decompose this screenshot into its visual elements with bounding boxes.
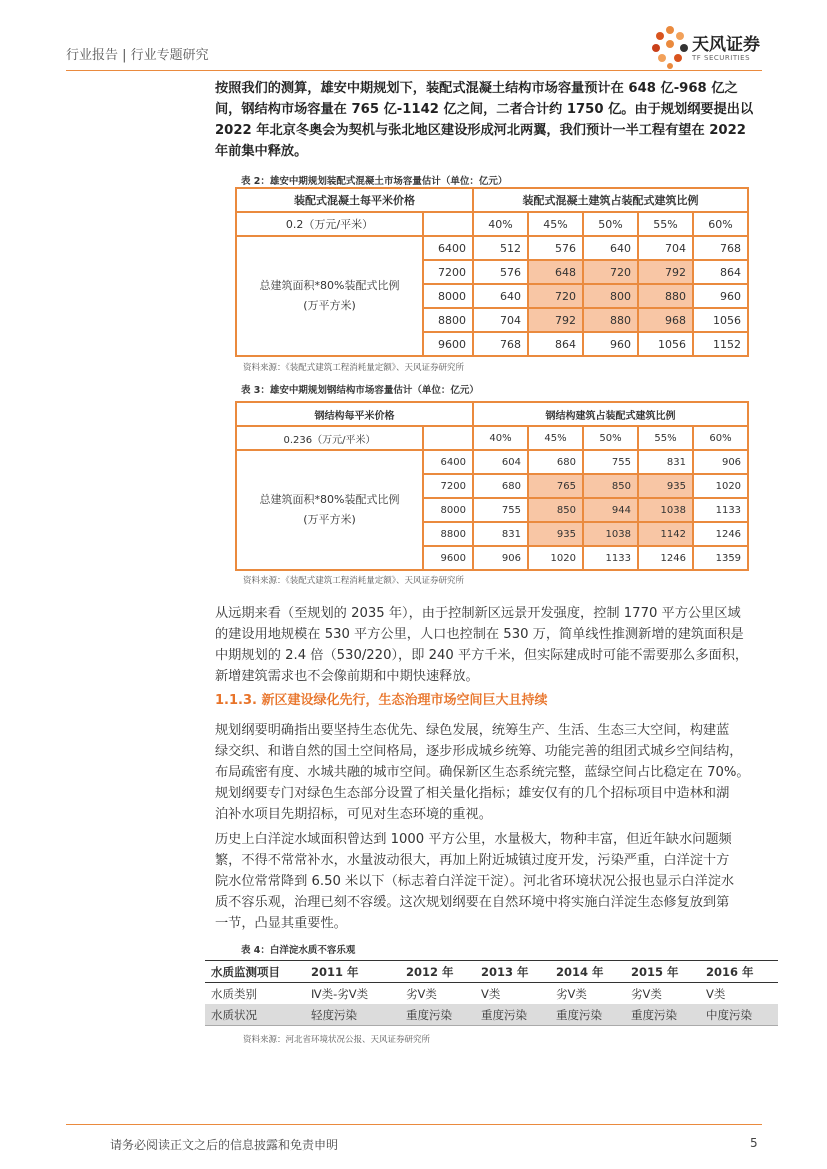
- page-number: 5: [750, 1136, 758, 1150]
- area-cell: 8800: [423, 308, 473, 332]
- value-cell: 906: [473, 546, 528, 570]
- value-cell: 768: [693, 236, 748, 260]
- ratio-cell: 40%: [473, 426, 528, 450]
- text-line: 中期规划的 2.4 倍（530/220），即 240 平方千米，但实际建成时可能不需要那么多面积，: [215, 648, 749, 663]
- table-header-cell: 2016 年: [700, 961, 778, 983]
- table-cell: Ⅳ类-劣Ⅴ类: [311, 986, 369, 1001]
- table3-price: 0.236（万元/平米）: [236, 426, 423, 450]
- value-cell: 850: [528, 498, 583, 522]
- logo-mark-icon: [650, 24, 690, 70]
- intro-paragraph: [215, 78, 763, 162]
- value-cell: 704: [473, 308, 528, 332]
- ratio-cell: 45%: [528, 212, 583, 236]
- table-cell: 重度污染: [550, 1004, 625, 1026]
- table-cell: 劣Ⅴ类: [631, 986, 662, 1001]
- text-line: 2022 年北京冬奥会为契机与张北地区建设形成河北两翼，我们预计一半工程有望在 2022: [215, 123, 746, 138]
- table-cell: 劣Ⅴ类: [556, 986, 587, 1001]
- value-cell: 640: [583, 236, 638, 260]
- value-cell: 960: [693, 284, 748, 308]
- value-cell: 720: [583, 260, 638, 284]
- value-cell: 755: [473, 498, 528, 522]
- value-cell: 1038: [638, 498, 693, 522]
- table3-source: 资料来源：《装配式建筑工程消耗量定额》、天风证券研究所: [243, 576, 465, 586]
- value-cell: 1020: [528, 546, 583, 570]
- area-cell: 6400: [423, 236, 473, 260]
- value-cell: 935: [638, 474, 693, 498]
- table2-caption: 表 2：雄安中期规划装配式混凝土市场容量估计（单位：亿元）: [241, 176, 508, 187]
- area-cell: 6400: [423, 450, 473, 474]
- value-cell: 765: [528, 474, 583, 498]
- table4-caption: 表 4：白洋淀水质不容乐观: [241, 945, 356, 956]
- value-cell: 792: [528, 308, 583, 332]
- table-cell: [423, 426, 473, 450]
- table3-head-right: 钢结构建筑占装配式建筑比例: [473, 402, 748, 426]
- value-cell: 1133: [583, 546, 638, 570]
- value-cell: 704: [638, 236, 693, 260]
- text-line: 间，钢结构市场容量在 765 亿-1142 亿之间，二者合计约 1750 亿。由于规划纲要提出以: [215, 102, 754, 117]
- value-cell: 906: [693, 450, 748, 474]
- value-cell: 720: [528, 284, 583, 308]
- header-divider: [66, 70, 762, 71]
- ratio-cell: 50%: [583, 426, 638, 450]
- text-line: 布局疏密有度、水城共融的城市空间。确保新区生态系统完整，蓝绿空间占比稳定在 70%。: [215, 765, 750, 780]
- ratio-cell: 55%: [638, 426, 693, 450]
- value-cell: 1056: [693, 308, 748, 332]
- area-cell: 7200: [423, 260, 473, 284]
- table3: [235, 401, 749, 571]
- value-cell: 640: [473, 284, 528, 308]
- value-cell: 512: [473, 236, 528, 260]
- value-cell: 935: [528, 522, 583, 546]
- text-line: 新增建筑需求也不会像前期和中期快速释放。: [215, 669, 479, 684]
- table3-head-left: 钢结构每平米价格: [236, 402, 473, 426]
- logo-text: 天风证券: [692, 35, 760, 55]
- table-header-cell: 2013 年: [475, 961, 550, 983]
- ratio-cell: 50%: [583, 212, 638, 236]
- value-cell: 800: [583, 284, 638, 308]
- table-header-cell: 2014 年: [550, 961, 625, 983]
- value-cell: 1246: [693, 522, 748, 546]
- value-cell: 576: [528, 236, 583, 260]
- value-cell: 850: [583, 474, 638, 498]
- table-header-cell: 2011 年: [305, 961, 400, 983]
- value-cell: 864: [693, 260, 748, 284]
- value-cell: 1359: [693, 546, 748, 570]
- table-cell: 轻度污染: [305, 1004, 400, 1026]
- value-cell: 960: [583, 332, 638, 356]
- value-cell: 1038: [583, 522, 638, 546]
- value-cell: 680: [528, 450, 583, 474]
- table-header-cell: 2012 年: [400, 961, 475, 983]
- value-cell: 944: [583, 498, 638, 522]
- text-line: 质不容乐观，治理已刻不容缓。这次规划纲要在自然环境中将实施白洋淀生态修复放到第: [215, 895, 730, 910]
- table-cell: 中度污染: [700, 1004, 778, 1026]
- table-cell: 重度污染: [400, 1004, 475, 1026]
- text-line: 年前集中释放。: [215, 144, 308, 159]
- table2-source: 资料来源：《装配式建筑工程消耗量定额》、天风证券研究所: [243, 363, 465, 373]
- value-cell: 1152: [693, 332, 748, 356]
- table-cell: [423, 212, 473, 236]
- area-cell: 8000: [423, 498, 473, 522]
- table4-source: 资料来源：河北省环境状况公报、天风证券研究所: [243, 1035, 431, 1045]
- value-cell: 831: [638, 450, 693, 474]
- table3-row-label: 总建筑面积*80%装配式比例(万平方米): [236, 450, 423, 570]
- value-cell: 755: [583, 450, 638, 474]
- ratio-cell: 60%: [693, 426, 748, 450]
- ratio-cell: 45%: [528, 426, 583, 450]
- value-cell: 864: [528, 332, 583, 356]
- table-cell: 水质类别: [211, 986, 257, 1001]
- eco-paragraph: [215, 720, 763, 825]
- value-cell: 648: [528, 260, 583, 284]
- value-cell: 968: [638, 308, 693, 332]
- area-cell: 8000: [423, 284, 473, 308]
- text-line: 规划纲要明确指出要坚持生态优先、绿色发展，统筹生产、生活、生态三大空间，构建蓝: [215, 723, 730, 738]
- value-cell: 792: [638, 260, 693, 284]
- table-header-cell: 2015 年: [625, 961, 700, 983]
- text-line: 的建设用地规模在 530 平方公里，人口也控制在 530 万，简单线性推测新增的建筑面积是: [215, 627, 744, 642]
- report-category: 行业报告 | 行业专题研究: [66, 48, 209, 63]
- text-line: 繁，不得不常常补水，水量波动很大，再加上附近城镇过度开发，污染严重，白洋淀十方: [215, 853, 730, 868]
- area-cell: 8800: [423, 522, 473, 546]
- table2-price: 0.2（万元/平米）: [236, 212, 423, 236]
- area-cell: 7200: [423, 474, 473, 498]
- table2-row-label: 总建筑面积*80%装配式比例(万平方米): [236, 236, 423, 356]
- value-cell: 576: [473, 260, 528, 284]
- text-line: 院水位常常降到 6.50 米以下（标志着白洋淀干淀）。河北省环境状况公报也显示白洋淀水: [215, 874, 735, 889]
- area-cell: 9600: [423, 546, 473, 570]
- text-line: 绿交织、和谐自然的国土空间格局，逐步形成城乡统筹、功能完善的组团式城乡空间结构，: [215, 744, 743, 759]
- history-paragraph: [215, 829, 763, 934]
- value-cell: 1056: [638, 332, 693, 356]
- value-cell: 1133: [693, 498, 748, 522]
- value-cell: 880: [638, 284, 693, 308]
- text-line: 泊补水项目先期招标，可见对生态环境的重视。: [215, 807, 492, 822]
- disclaimer-link[interactable]: 请务必阅读正文之后的信息披露和免责申明: [110, 1138, 339, 1152]
- ratio-cell: 55%: [638, 212, 693, 236]
- value-cell: 1142: [638, 522, 693, 546]
- value-cell: 680: [473, 474, 528, 498]
- ratio-cell: 60%: [693, 212, 748, 236]
- text-line: 历史上白洋淀水域面积曾达到 1000 平方公里，水量极大，物种丰富，但近年缺水问题频: [215, 832, 732, 847]
- table2: [235, 187, 749, 357]
- value-cell: 880: [583, 308, 638, 332]
- table-cell: Ⅴ类: [481, 986, 501, 1001]
- table2-head-left: 装配式混凝土每平米价格: [236, 188, 473, 212]
- text-line: 一节，凸显其重要性。: [215, 916, 347, 931]
- ratio-cell: 40%: [473, 212, 528, 236]
- table2-head-right: 装配式混凝土建筑占装配式建筑比例: [473, 188, 748, 212]
- section-heading: 1.1.3. 新区建设绿化先行，生态治理市场空间巨大且持续: [215, 693, 548, 708]
- logo: [650, 22, 770, 70]
- logo-subtitle: TF SECURITIES: [692, 54, 751, 62]
- table-cell: Ⅴ类: [706, 986, 726, 1001]
- text-line: 规划纲要专门对绿色生态部分设置了相关量化指标；雄安仅有的几个招标项目中造林和湖: [215, 786, 730, 801]
- footer-divider: [66, 1124, 762, 1125]
- table3-caption: 表 3：雄安中期规划钢结构市场容量估计（单位：亿元）: [241, 385, 479, 396]
- value-cell: 604: [473, 450, 528, 474]
- text-line: 从远期来看（至规划的 2035 年），由于控制新区远景开发强度，控制 1770 平方公里区域: [215, 606, 741, 621]
- text-line: 按照我们的测算，雄安中期规划下，装配式混凝土结构市场容量预计在 648 亿-968 亿之: [215, 81, 738, 96]
- value-cell: 831: [473, 522, 528, 546]
- table4: [205, 960, 778, 1026]
- area-cell: 9600: [423, 332, 473, 356]
- table-header-cell: 水质监测项目: [205, 961, 305, 983]
- value-cell: 1020: [693, 474, 748, 498]
- long-term-paragraph: [215, 603, 763, 687]
- value-cell: 1246: [638, 546, 693, 570]
- table-cell: 重度污染: [625, 1004, 700, 1026]
- table-cell: 水质状况: [205, 1004, 305, 1026]
- value-cell: 768: [473, 332, 528, 356]
- table-cell: 重度污染: [475, 1004, 550, 1026]
- table-cell: 劣Ⅴ类: [406, 986, 437, 1001]
